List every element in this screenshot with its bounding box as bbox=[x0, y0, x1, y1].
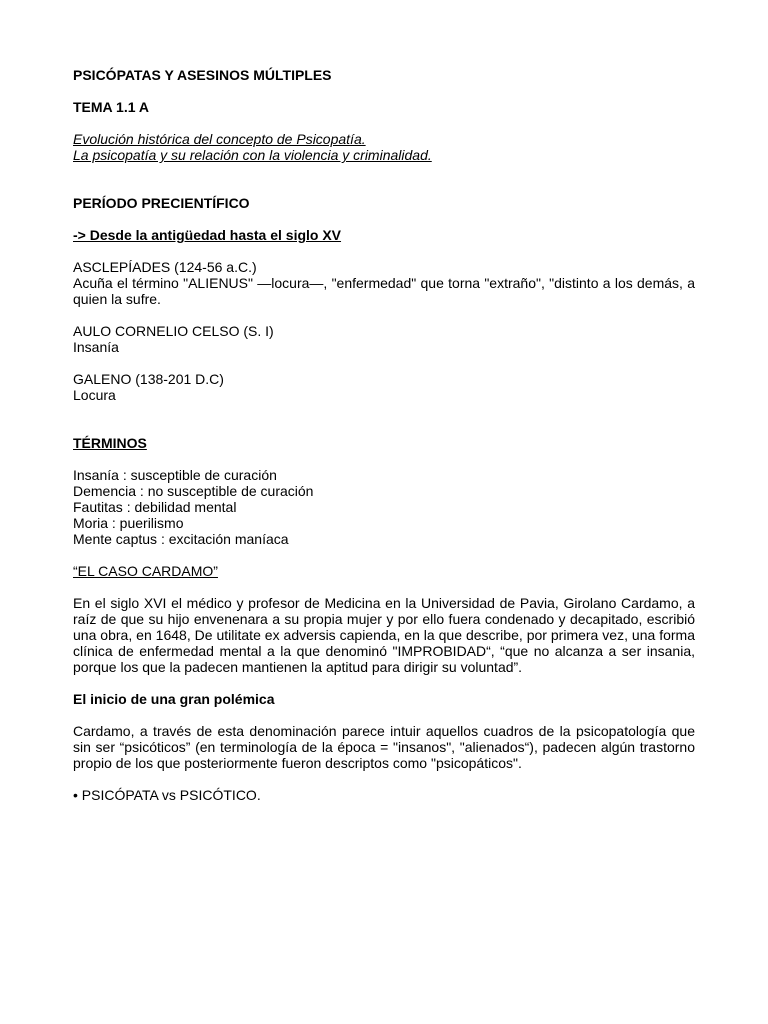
list-item: Insanía : susceptible de curación bbox=[73, 467, 277, 483]
periodo-heading: PERÍODO PRECIENTÍFICO bbox=[73, 195, 250, 211]
subtitle-block bbox=[73, 131, 695, 163]
galeno-text: Locura bbox=[73, 387, 116, 403]
list-item: Demencia : no susceptible de curación bbox=[73, 483, 314, 499]
celso-heading: AULO CORNELIO CELSO (S. I) bbox=[73, 323, 274, 339]
galeno-block bbox=[73, 371, 695, 403]
antiguedad-heading: -> Desde la antigüedad hasta el siglo XV bbox=[73, 227, 342, 243]
asclepiades-heading: ASCLEPÍADES (124-56 a.C.) bbox=[73, 259, 257, 275]
polemica-heading: El inicio de una gran polémica bbox=[73, 691, 275, 707]
subtitle-line-1: Evolución histórica del concepto de Psicopatía. bbox=[73, 131, 366, 147]
polemica-text: Cardamo, a través de esta denominación parece intuir aquellos cuadros de la psicopatología que sin ser “psicóticos” (en terminología de la época = "insanos", "alienados“), padecen algún trastorno propio de los que posteriormente fueron descriptos como "psicopáticos". bbox=[73, 723, 695, 771]
asclepiades-block bbox=[73, 259, 695, 307]
tema-heading: TEMA 1.1 A bbox=[73, 99, 149, 115]
terminos-list bbox=[73, 467, 695, 547]
document-title: PSICÓPATAS Y ASESINOS MÚLTIPLES bbox=[73, 67, 332, 83]
celso-text: Insanía bbox=[73, 339, 119, 355]
asclepiades-text: Acuña el término "ALIENUS" —locura—, "enfermedad" que torna "extraño", "distinto a los demás, a quien la sufre. bbox=[73, 275, 695, 307]
list-item: Mente captus : excitación maníaca bbox=[73, 531, 289, 547]
celso-block bbox=[73, 323, 695, 355]
list-item: Moria : puerilismo bbox=[73, 515, 184, 531]
caso-text: En el siglo XVI el médico y profesor de Medicina en la Universidad de Pavia, Girolano Cardamo, a raíz de que su hijo envenenara a su propia mujer y por ello fuera condenado y decapitado, escribió una obra, en 1648, De utilitate ex adversis capienda, en la que describe, por primera vez, una forma clínica de enfermedad mental a la que denominó "IMPROBIDAD“, “que no alcanza a ser insania, porque los que la padecen mantienen la aptitud para dirigir su voluntad”. bbox=[73, 595, 695, 675]
caso-heading: “EL CASO CARDAMO” bbox=[73, 563, 218, 579]
list-item: Fautitas : debilidad mental bbox=[73, 499, 237, 515]
bullet-item: • PSICÓPATA vs PSICÓTICO. bbox=[73, 787, 261, 803]
galeno-heading: GALENO (138-201 D.C) bbox=[73, 371, 224, 387]
document-body bbox=[73, 67, 695, 803]
subtitle-line-2: La psicopatía y su relación con la violencia y criminalidad. bbox=[73, 147, 432, 163]
terminos-heading: TÉRMINOS bbox=[73, 435, 147, 451]
